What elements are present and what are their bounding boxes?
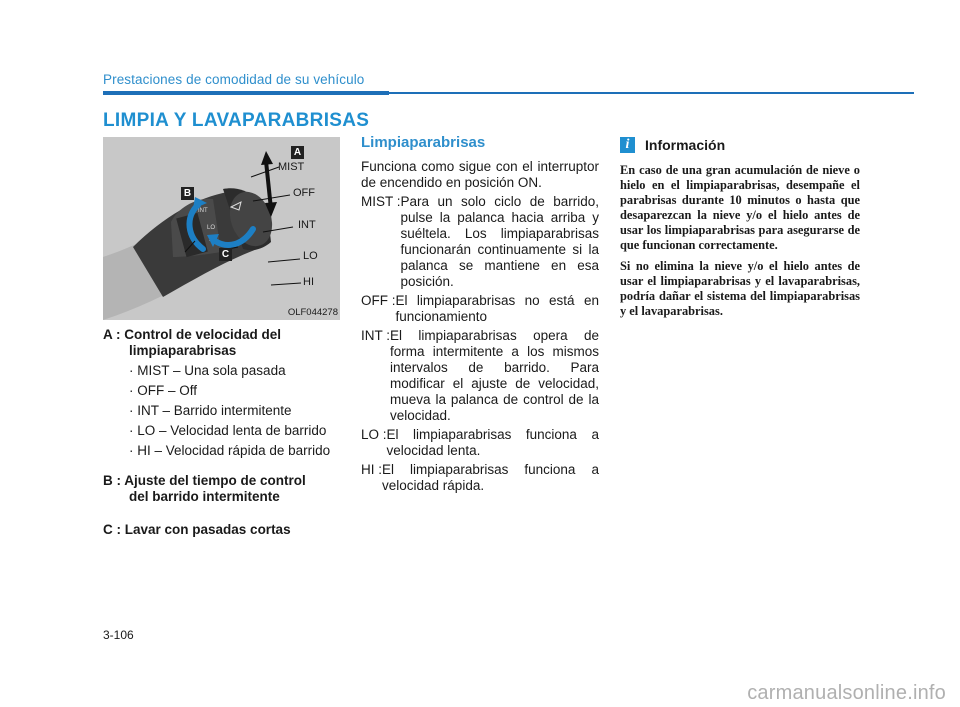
wiper-lever-figure xyxy=(103,137,340,320)
legend-bullet: · MIST – Una sola pasada xyxy=(129,363,286,378)
info-title: Información xyxy=(645,137,726,153)
wiper-item-off: OFF : El limpiaparabrisas no está en funcionamiento xyxy=(361,293,599,324)
info-column xyxy=(620,137,860,325)
wiper-item-lo: LO : El limpiaparabrisas funciona a velocidad lenta. xyxy=(361,427,599,458)
info-header xyxy=(620,137,860,153)
svg-text:INT: INT xyxy=(198,208,208,214)
legend-bullet: · HI – Velocidad rápida de barrido xyxy=(129,443,331,458)
info-icon: i xyxy=(620,137,635,153)
wiper-item-int: INT : El limpiaparabrisas opera de forma intermitente a los mismos intervalos de barrido. Para modificar el ajuste de velocidad, mueva la palanca de control de la velocidad. xyxy=(361,328,599,423)
legend-bullet: · OFF – Off xyxy=(129,383,198,398)
section-header: Prestaciones de comodidad de su vehículo xyxy=(103,72,365,87)
badge-a: A xyxy=(291,146,304,159)
info-paragraph: Si no elimina la nieve y/o el hielo antes de usar el limpiaparabrisas y el lavaparabrisas, podría dañar el sistema del limpiaparabrisas y el lavaparabrisas. xyxy=(620,259,860,318)
header-rule-thick xyxy=(103,91,389,95)
figure-code: OLF044278 xyxy=(287,307,338,318)
wiper-heading: Limpiaparabrisas xyxy=(361,134,486,151)
wiper-item-mist: MIST : Para un solo ciclo de barrido, pulse la palanca hacia arriba y suéltela. Los limpiaparabrisas funcionarán continuamente si la palanca se mantiene en esa posición. xyxy=(361,194,599,289)
info-paragraph: En caso de una gran acumulación de nieve o hielo en el limpiaparabrisas, desempañe el parabrisas durante 10 minutos o hasta que desaparezcan la nieve y/o el hielo antes de usar los limpiaparabrisas para asegurarse de que funcionan correctamente. xyxy=(620,163,860,252)
header-rule-thin xyxy=(389,92,914,94)
label-mist: MIST xyxy=(278,161,305,173)
legend-b-label: B : Ajuste del tiempo de control del barrido intermitente xyxy=(103,473,306,504)
legend-bullet: · INT – Barrido intermitente xyxy=(129,403,292,418)
wiper-column xyxy=(361,135,599,497)
label-int: INT xyxy=(298,219,316,231)
wiper-intro: Funciona como sigue con el interruptor de encendido en posición ON. xyxy=(361,159,599,190)
label-hi: HI xyxy=(303,276,314,288)
badge-c: C xyxy=(219,248,232,261)
legend-b xyxy=(103,473,341,505)
svg-text:LO: LO xyxy=(207,225,216,231)
legend-bullet: · LO – Velocidad lenta de barrido xyxy=(129,423,327,438)
legend-a xyxy=(103,327,341,359)
wiper-item-hi: HI : El limpiaparabrisas funciona a velocidad rápida. xyxy=(361,462,599,493)
watermark: carmanualsonline.info xyxy=(747,682,946,704)
label-lo: LO xyxy=(303,250,318,262)
legend-column xyxy=(103,327,341,541)
legend-a-label: A : Control de velocidad del limpiaparabrisas xyxy=(103,327,282,358)
legend-c xyxy=(103,522,341,538)
label-off: OFF xyxy=(293,187,315,199)
badge-b: B xyxy=(181,187,194,200)
legend-c-label: C : Lavar con pasadas cortas xyxy=(103,522,291,537)
page-number: 3-106 xyxy=(103,628,134,642)
page-title: LIMPIA Y LAVAPARABRISAS xyxy=(103,110,370,131)
